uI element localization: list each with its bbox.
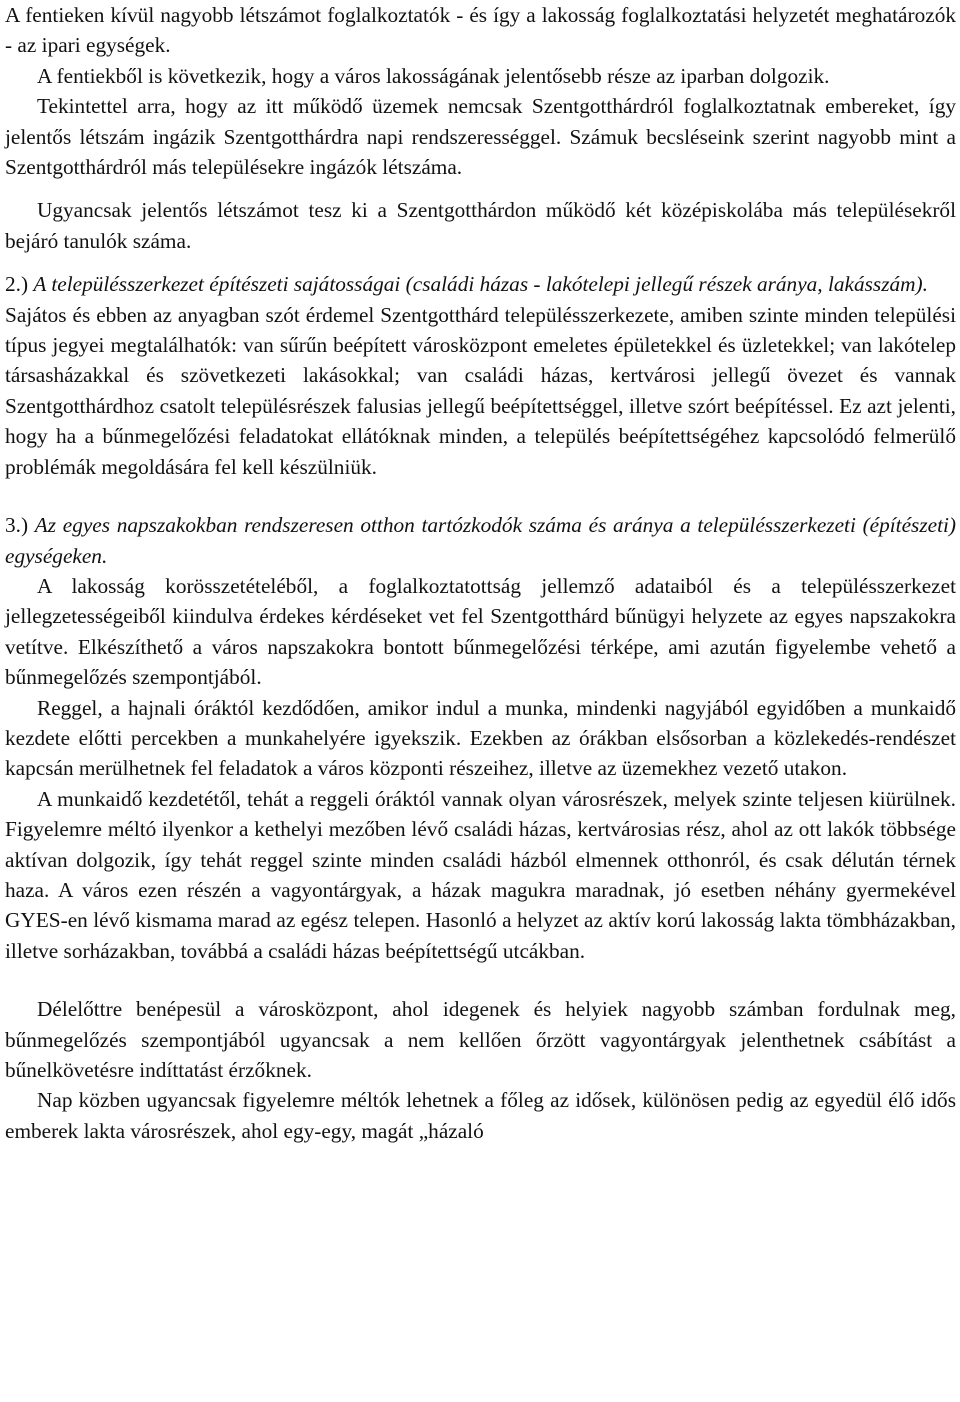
spacer	[5, 256, 956, 269]
paragraph-industrial-employers: A fentieken kívül nagyobb létszámot foglalkoztatók - és így a lakosság foglalkoztatási helyzetét meghatározók - az ipari egységek.	[5, 3, 956, 58]
paragraph-morning: Reggel, a hajnali óráktól kezdődően, amikor indul a munka, mindenki nagyjából egyidőben a munkaidő kezdete előtti percekben a munkahelyére igyekszik. Ezekben az órákban elsősorban a közlekedés-rendészet kapcsán merülhetnek fel feladatok a város központi részeihez, illetve az üzemekhez vezető utakon.	[5, 695, 956, 781]
section-title: A településszerkezet építészeti sajátosságai (családi házas - lakótelepi jellegű részek aránya, lakásszám).	[33, 272, 928, 297]
paragraph-settlement-structure: Sajátos és ebben az anyagban szót érdemel Szentgotthárd településszerkezete, amiben szinte minden települési típus jegyei megtalálhatók: van sűrűn beépített városközpont emeletes épületekkel és üzletekkel; van lakótelep társasházakkal és szövetkezeti lakásokkal; van családi házas, kertvárosi jellegű övezet és vannak Szentgotthárdhoz csatolt településrészek falusias jellegű beépítettséggel, illetve szórt beépítéssel. Ez azt jelenti, hogy ha a bűnmegelőzési feladatokat ellátóknak minden, a település beépítettségéhez kapcsolódó felmerülő problémák megoldására fel kell készülniük.	[5, 302, 956, 479]
section-number: 2.)	[5, 272, 29, 297]
paragraph-daytime: Nap közben ugyancsak figyelemre méltók lehetnek a főleg az idősek, különösen pedig az egyedül élő idős emberek lakta városrészek, ahol egy-egy, magát „házaló	[5, 1088, 956, 1143]
spacer	[5, 182, 956, 195]
section-title: Az egyes napszakokban rendszeresen otthon tartózkodók száma és aránya a településszerkezeti (építészeti) egységeken.	[5, 513, 956, 568]
section-heading-3	[5, 510, 956, 571]
paragraph-working-hours: A munkaidő kezdetétől, tehát a reggeli óráktól vannak olyan városrészek, melyek szinte teljesen kiürülnek. Figyelemre méltó ilyenkor a kethelyi mezőben lévő családi házas, kertvárosias rész, ahol az ott lakók többsége aktívan dolgozik, így tehát reggel szinte minden családi házból elmennek otthonról, és csak délután térnek haza. A város ezen részén a vagyontárgyak, a házak magukra maradnak, jó esetben néhány gyermekével GYES-en lévő kismama marad az egész telepen. Hasonló a helyzet az aktív korú lakosság lakta tömbházakban, illetve sorházakban, továbbá a családi házas beépítettségű utcákban.	[5, 786, 956, 963]
spacer	[5, 482, 956, 510]
document-page	[5, 0, 956, 1146]
paragraph-commuting: Tekintettel arra, hogy az itt működő üzemek nemcsak Szentgotthárdról foglalkoztatnak embereket, így jelentős létszám ingázik Szentgotthárdra napi rendszerességgel. Számuk becsléseink szerint nagyobb mint a Szentgotthárdról más településekre ingázók létszáma.	[5, 94, 956, 180]
paragraph-students: Ugyancsak jelentős létszámot tesz ki a Szentgotthárdon működő két középiskolába más településekről bejáró tanulók száma.	[5, 198, 956, 253]
paragraph-population-composition: A lakosság korösszetételéből, a foglalkoztatottság jellemző adataiból és a településszerkezet jellegzetességeiből kiindulva érdekes kérdéseket vet fel Szentgotthárd bűnügyi helyzete az egyes napszakokra vetítve. Elkészíthető a város napszakokra bontott bűnmegelőzési térképe, ami azután figyelembe vehető a bűnmegelőzés szempontjából.	[5, 573, 956, 690]
section-heading-2	[5, 269, 956, 299]
paragraph-industry-share: A fentiekből is következik, hogy a város lakosságának jelentősebb része az iparban dolgozik.	[37, 63, 830, 88]
spacer	[5, 966, 956, 994]
section-number: 3.)	[5, 513, 29, 538]
paragraph-forenoon: Délelőttre benépesül a városközpont, ahol idegenek és helyiek nagyobb számban fordulnak meg, bűnmegelőzés szempontjából ugyancsak a nem kellően őrzött vagyontárgyak jelenthetnek csábítást a bűnelkövetésre indíttatást érzőknek.	[5, 997, 956, 1082]
